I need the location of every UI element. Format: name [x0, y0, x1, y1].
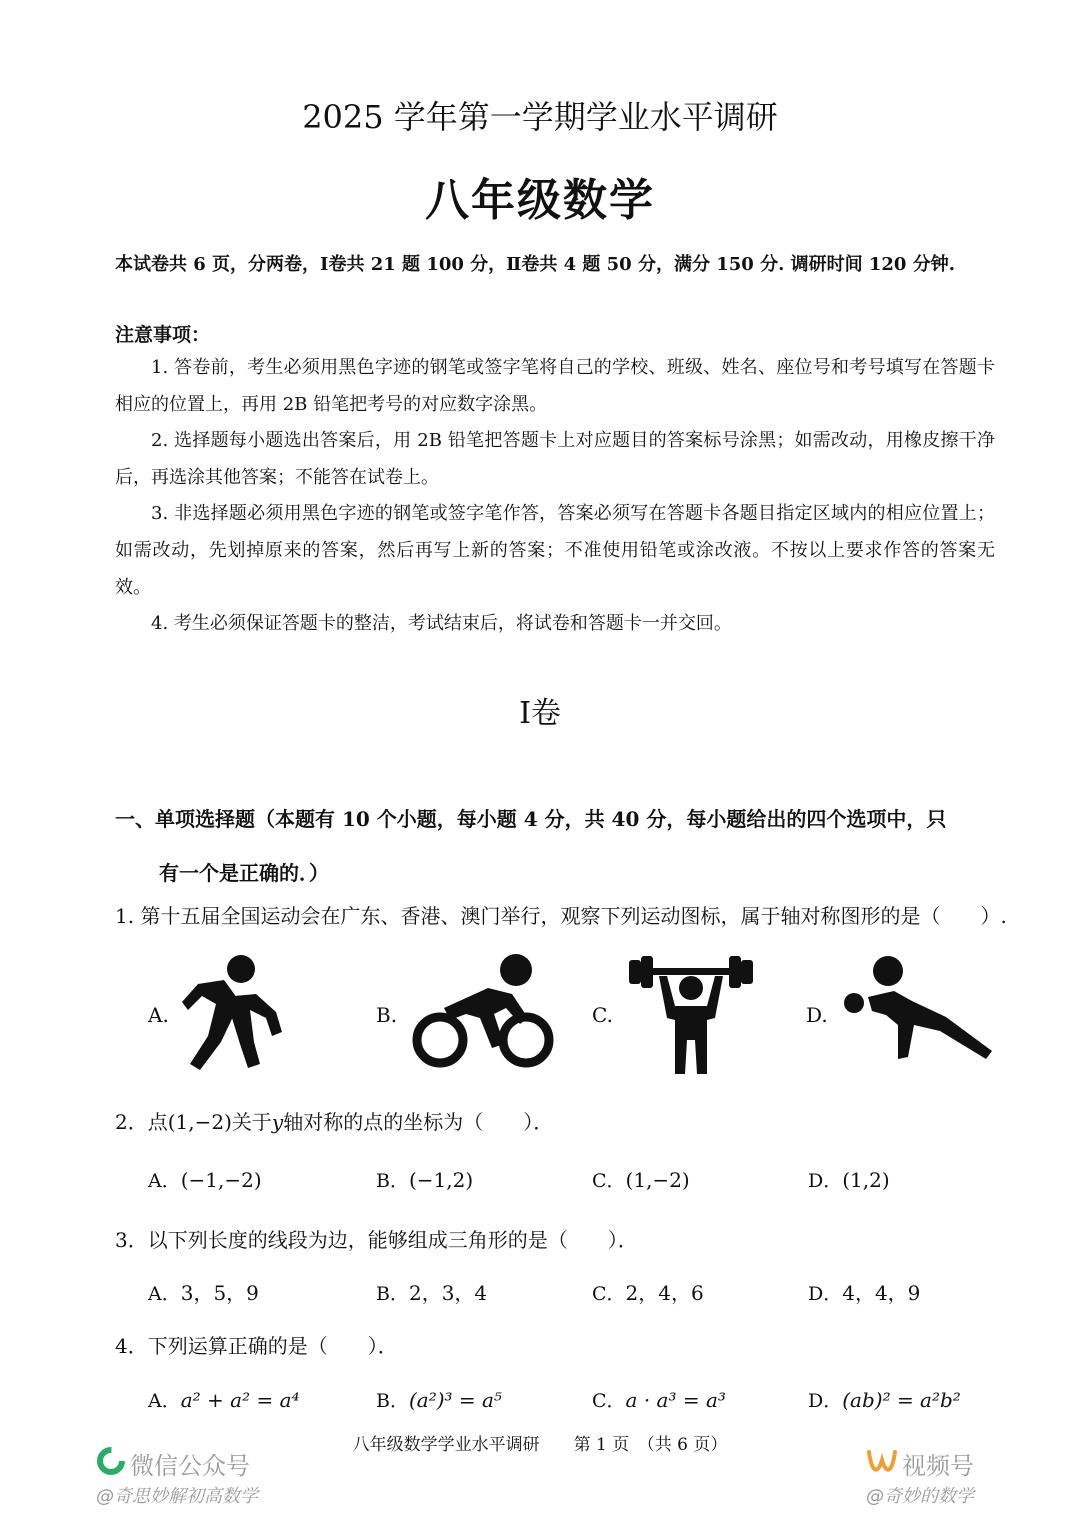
- q4-option-d: D．(ab)² = a²b²: [808, 1388, 961, 1412]
- table-tennis-icon: [842, 955, 994, 1067]
- watermark-right-handle: @奇妙的数学: [866, 1486, 974, 1507]
- q2-stem-mid: 关于: [231, 1110, 272, 1134]
- note-item: 1. 答卷前，考生必须用黑色字迹的钢笔或签字笔将自己的学校、班级、姓名、座位号和考号填写在答题卡相应的位置上，再用 2B 铅笔把考号的对应数字涂黑。: [115, 357, 995, 415]
- q2-option-b: B．(−1,2): [376, 1168, 474, 1192]
- q1-option-a-label: A.: [148, 1003, 169, 1027]
- volume-label: Ⅰ卷: [519, 696, 561, 731]
- section-heading-line2: 有一个是正确的．）: [159, 861, 329, 885]
- watermark-left-brand: 微信公众号: [130, 1452, 250, 1480]
- q3-option-b: B．2，3，4: [376, 1281, 488, 1305]
- q1-option-b-label: B.: [376, 1003, 398, 1027]
- page-footer: 八年级数学学业水平调研 第 1 页 （共 6 页）: [352, 1435, 728, 1455]
- watermark-left-handle: @奇思妙解初高数学: [96, 1486, 258, 1507]
- q2-point: (1,−2): [167, 1110, 232, 1134]
- runner-icon: [180, 952, 290, 1077]
- q2-stem-post: 轴对称的点的坐标为（ ）．: [283, 1110, 554, 1134]
- question-3-stem: 3．以下列长度的线段为边，能够组成三角形的是（ ）．: [115, 1228, 638, 1252]
- note-item: 4. 考生必须保证答题卡的整洁，考试结束后，将试卷和答题卡一并交回。: [151, 613, 732, 635]
- q2-variable: y: [271, 1110, 284, 1134]
- weightlifter-icon: [625, 950, 757, 1078]
- section-heading-line1: 一、单项选择题（本题有 10 个小题，每小题 4 分，共 40 分，每小题给出的四个选项中，只: [115, 807, 947, 831]
- q2-stem-pre: 2．点: [115, 1110, 168, 1134]
- subject-title: 八年级数学: [425, 175, 655, 226]
- channels-logo-icon: [866, 1448, 898, 1476]
- note-item: 2. 选择题每小题选出答案后，用 2B 铅笔把答题卡上对应题目的答案标号涂黑；如需改动，用橡皮擦干净后，再选涂其他答案；不能答在试卷上。: [115, 430, 995, 488]
- section-heading: [115, 792, 995, 900]
- question-1-stem: 1. 第十五届全国运动会在广东、香港、澳门举行，观察下列运动图标，属于轴对称图形的是（ ）.: [115, 904, 1007, 928]
- wechat-logo-icon: [96, 1446, 126, 1476]
- q4-option-c: C．a · a³ = a³: [592, 1388, 726, 1412]
- q2-option-d: D．(1,2): [808, 1168, 890, 1192]
- exam-intro: 本试卷共 6 页，分两卷，Ⅰ卷共 21 题 100 分，Ⅱ卷共 4 题 50 分，满分 150 分. 调研时间 120 分钟.: [115, 254, 955, 275]
- question-4-stem: 4．下列运算正确的是（ ）．: [115, 1334, 398, 1358]
- cyclist-icon: [410, 952, 558, 1072]
- q3-option-a: A．3，5，9: [148, 1281, 259, 1305]
- exam-title: 2025 学年第一学期学业水平调研: [302, 98, 778, 136]
- q2-option-a: A．(−1,−2): [148, 1168, 262, 1192]
- notes-heading: 注意事项：: [115, 324, 211, 346]
- notes-list: [115, 350, 995, 643]
- q1-option-c-label: C.: [592, 1003, 613, 1027]
- q4-option-b: B．(a²)³ = a⁵: [376, 1388, 502, 1412]
- q1-option-d-label: D.: [806, 1003, 828, 1027]
- q2-option-c: C．(1,−2): [592, 1168, 690, 1192]
- question-2-stem: [115, 1106, 553, 1135]
- q4-option-a: A．a² + a² = a⁴: [148, 1388, 300, 1412]
- watermark-right-brand: 视频号: [902, 1452, 974, 1480]
- q3-option-d: D．4，4，9: [808, 1281, 921, 1305]
- q3-option-c: C．2，4，6: [592, 1281, 704, 1305]
- note-item: 3. 非选择题必须用黑色字迹的钢笔或签字笔作答，答案必须写在答题卡各题目指定区域内的相应位置上；如需改动，先划掉原来的答案，然后再写上新的答案；不准使用铅笔或涂改液。不按以上要求作答的答案无效。: [115, 503, 995, 598]
